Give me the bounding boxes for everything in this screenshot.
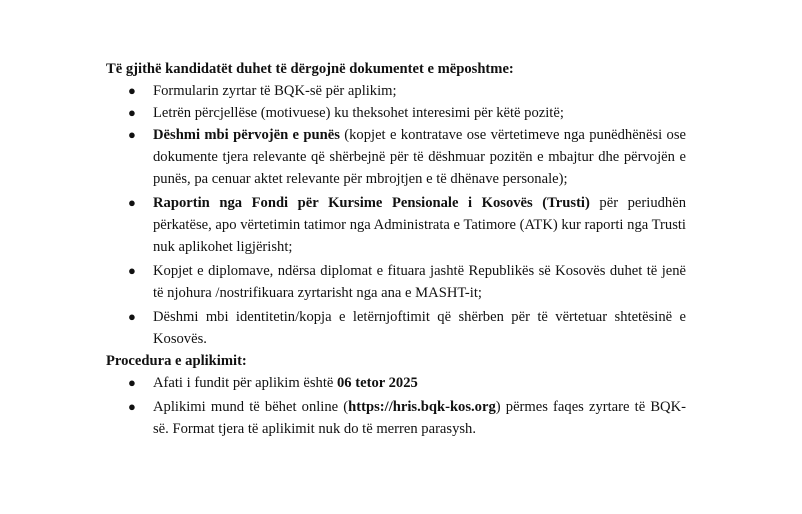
item-text: Aplikimi mund të bëhet online ( <box>153 399 349 415</box>
list-item-identity <box>106 306 686 350</box>
documents-heading: Të gjithë kandidatët duhet të dërgojnë dokumentet e mëposhtme: <box>106 61 514 77</box>
bullet-icon: ● <box>128 127 136 142</box>
list-item-diplomas <box>106 260 686 304</box>
list-item-cover-letter <box>106 102 686 124</box>
deadline-date: 06 tetor 2025 <box>337 375 418 391</box>
application-url: https://hris.bqk-kos.org <box>348 399 496 415</box>
list-item-online-application <box>106 396 686 440</box>
procedure-heading: Procedura e aplikimit: <box>106 353 247 369</box>
bullet-icon: ● <box>128 263 136 278</box>
item-text: Kopjet e diplomave, ndërsa diplomat e fituara jashtë Republikës së Kosovës duhet të jenë të njohura /nostrifikuara zyrtarisht nga ana e MASHT-it; <box>153 263 686 301</box>
item-text: për periudhën përkatëse, apo vërtetimin tatimor nga Administrata e Tatimore (ATK) kur raporti nga Trusti nuk aplikohet ligjërisht; <box>153 195 686 255</box>
item-text: Letrën përcjellëse (motivuese) ku theksohet interesimi për këtë pozitë; <box>153 105 564 121</box>
item-text: (kopjet e kontratave ose vërtetimeve nga punëdhënësi ose dokumente tjera relevante që shërbejnë për të dëshmuar pozitën e mbajtur dhe përvojën e punës, pa cenuar aktet relevante për mbrojtjen e të dhënave personale); <box>153 127 686 187</box>
document-page <box>106 58 686 440</box>
list-item-application-form <box>106 80 686 102</box>
item-text: Dëshmi mbi identitetin/kopja e letërnjoftimit që shërben për të vërtetuar shtetësinë e Kosovës. <box>153 309 686 347</box>
item-bold-text: Raportin nga Fondi për Kursime Pensionale i Kosovës (Trusti) <box>153 195 590 211</box>
item-text: Formularin zyrtar të BQK-së për aplikim; <box>153 83 397 99</box>
list-item-pension-report <box>106 192 686 258</box>
item-bold-text: Dëshmi mbi përvojën e punës <box>153 127 340 143</box>
bullet-icon: ● <box>128 83 136 98</box>
item-text: Afati i fundit për aplikim është <box>153 375 337 391</box>
bullet-icon: ● <box>128 309 136 324</box>
list-item-deadline <box>106 372 686 394</box>
documents-list <box>106 80 686 350</box>
item-text: ) përmes faqes zyrtare të BQK-së. Format tjera të aplikimit nuk do të merren parasysh. <box>153 399 686 437</box>
bullet-icon: ● <box>128 195 136 210</box>
bullet-icon: ● <box>128 105 136 120</box>
bullet-icon: ● <box>128 375 136 390</box>
procedure-list <box>106 372 686 440</box>
bullet-icon: ● <box>128 399 136 414</box>
list-item-work-experience <box>106 124 686 190</box>
